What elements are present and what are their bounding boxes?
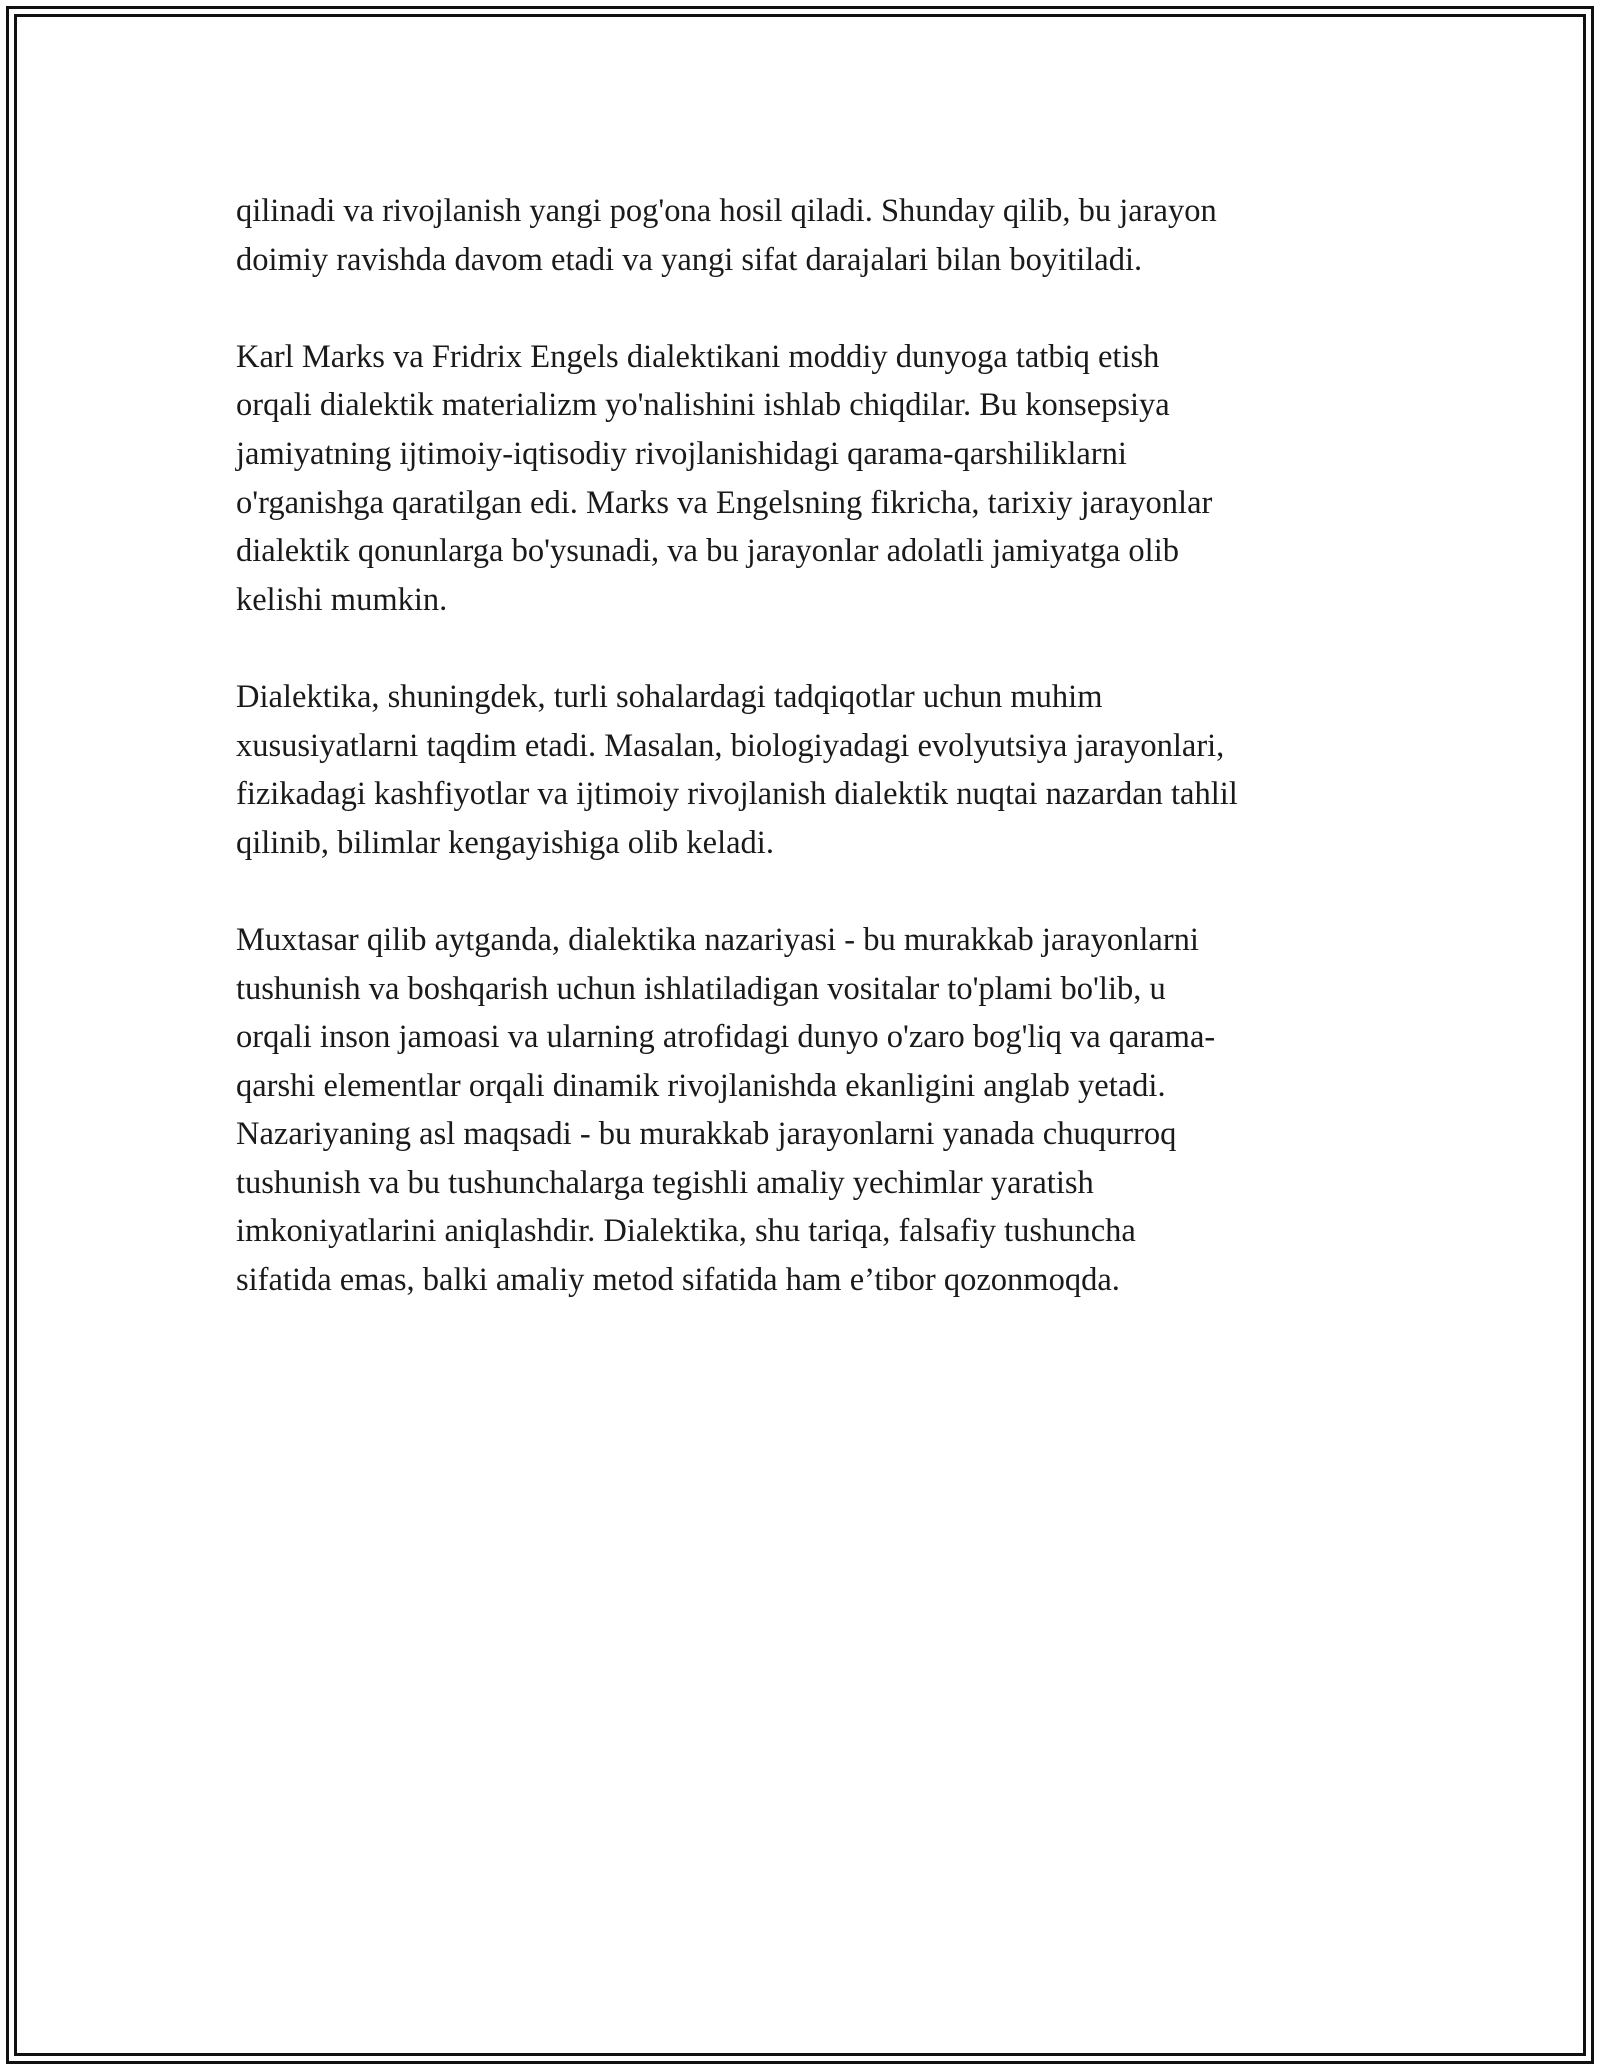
text-line: Muxtasar qilib aytganda, dialektika nazariyasi - bu murakkab jarayonlarni bbox=[236, 921, 1199, 958]
text-line: tushunish va boshqarish uchun ishlatiladigan vositalar to'plami bo'lib, u bbox=[236, 970, 1166, 1007]
text-line: orqali dialektik materializm yo'nalishini ishlab chiqdilar. Bu konsepsiya bbox=[236, 387, 1170, 424]
text-line: qarshi elementlar orqali dinamik rivojlanishda ekanligini anglab yetadi. bbox=[236, 1067, 1166, 1104]
text-line: sifatida emas, balki amaliy metod sifatida ham e’tibor qozonmoqda. bbox=[236, 1262, 1120, 1299]
text-line: jamiyatning ijtimoiy-iqtisodiy rivojlanishidagi qarama-qarshiliklarni bbox=[236, 435, 1127, 472]
text-line: o'rganishga qaratilgan edi. Marks va Engelsning fikricha, tarixiy jarayonlar bbox=[236, 484, 1213, 521]
text-line: fizikadagi kashfiyotlar va ijtimoiy rivojlanish dialektik nuqtai nazardan tahlil bbox=[236, 776, 1238, 813]
paragraph-2 bbox=[236, 333, 1386, 625]
text-line: orqali inson jamoasi va ularning atrofidagi dunyo o'zaro bog'liq va qarama- bbox=[236, 1019, 1216, 1056]
text-line: Dialektika, shuningdek, turli sohalardagi tadqiqotlar uchun muhim bbox=[236, 678, 1103, 715]
text-line: imkoniyatlarini aniqlashdir. Dialektika, shu tariqa, falsafiy tushuncha bbox=[236, 1213, 1136, 1250]
text-line: xususiyatlarni taqdim etadi. Masalan, biologiyadagi evolyutsiya jarayonlari, bbox=[236, 727, 1225, 764]
text-line: qilinib, bilimlar kengayishiga olib keladi. bbox=[236, 824, 774, 861]
text-line: doimiy ravishda davom etadi va yangi sifat darajalari bilan boyitiladi. bbox=[236, 241, 1143, 278]
text-line: tushunish va bu tushunchalarga tegishli amaliy yechimlar yaratish bbox=[236, 1164, 1094, 1201]
text-line: qilinadi va rivojlanish yangi pog'ona hosil qiladi. Shunday qilib, bu jarayon bbox=[236, 193, 1217, 229]
text-line: Nazariyaning asl maqsadi - bu murakkab jarayonlarni yanada chuqurroq bbox=[236, 1116, 1177, 1153]
paragraph-1 bbox=[236, 187, 1386, 284]
paragraph-3 bbox=[236, 673, 1386, 867]
document-body bbox=[236, 187, 1386, 1353]
paragraph-4 bbox=[236, 916, 1386, 1305]
text-line: dialektik qonunlarga bo'ysunadi, va bu jarayonlar adolatli jamiyatga olib bbox=[236, 533, 1179, 570]
text-line: Karl Marks va Fridrix Engels dialektikani moddiy dunyoga tatbiq etish bbox=[236, 338, 1160, 375]
text-line: kelishi mumkin. bbox=[236, 581, 448, 618]
